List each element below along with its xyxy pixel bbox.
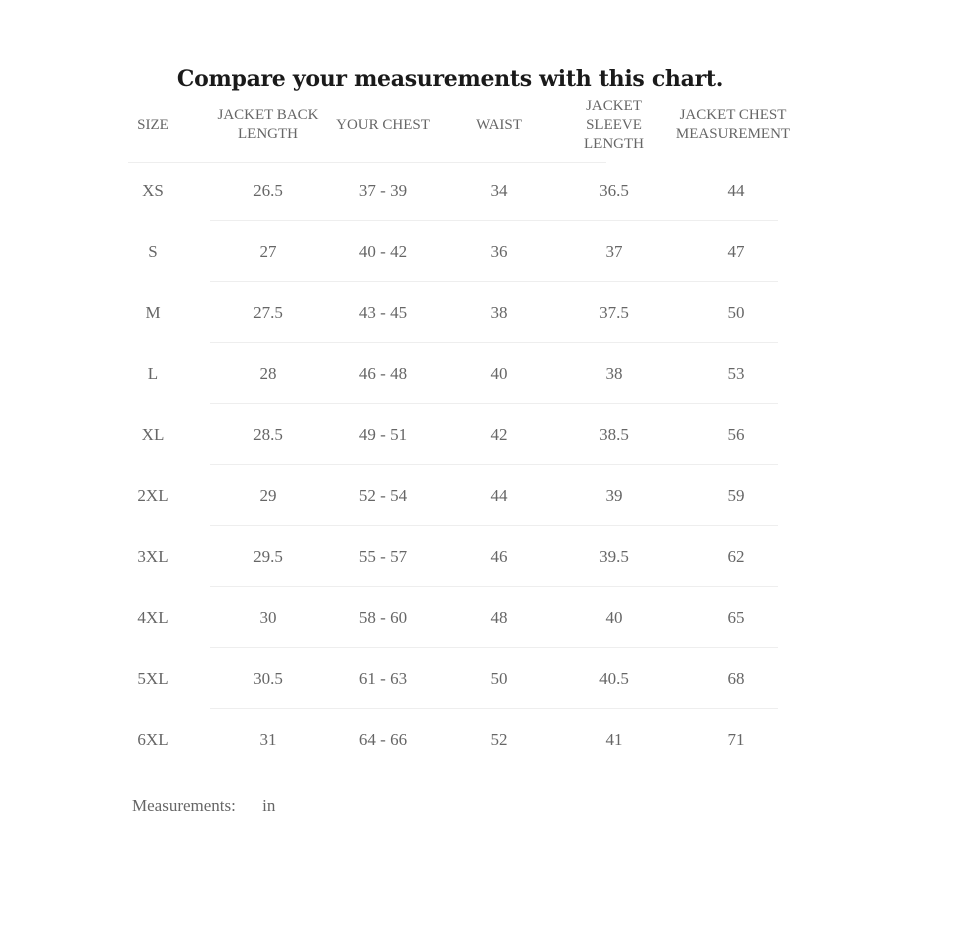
table-header [0, 96, 964, 162]
measurements-unit: in [262, 796, 276, 815]
cell-chest: 37 - 39 [358, 181, 408, 200]
table-row [0, 587, 964, 648]
header-line: SLEEVE [586, 116, 642, 133]
cell-waist: 42 [490, 425, 508, 444]
cell-sleeve: 37 [605, 242, 623, 261]
measurements-note [132, 796, 275, 816]
cell-jacket-chest: 56 [727, 425, 745, 444]
cell-waist: 40 [490, 364, 508, 383]
cell-chest: 55 - 57 [358, 547, 408, 566]
header-chest [336, 96, 430, 154]
cell-jacket-chest: 53 [727, 364, 745, 383]
cell-waist: 50 [490, 669, 508, 688]
header-waist [476, 96, 522, 154]
cell-size: 5XL [137, 669, 169, 688]
header-jacket-chest [676, 96, 790, 154]
cell-back-length: 26.5 [253, 181, 283, 200]
cell-sleeve: 39.5 [599, 547, 629, 566]
cell-sleeve: 36.5 [599, 181, 629, 200]
table-row [0, 709, 964, 770]
table-row [0, 526, 964, 587]
cell-chest: 58 - 60 [358, 608, 408, 627]
cell-size: 3XL [137, 547, 169, 566]
cell-jacket-chest: 68 [727, 669, 745, 688]
cell-jacket-chest: 50 [727, 303, 745, 322]
cell-chest: 52 - 54 [358, 486, 408, 505]
cell-size: M [145, 303, 161, 322]
cell-waist: 38 [490, 303, 508, 322]
cell-waist: 36 [490, 242, 508, 261]
cell-sleeve: 38.5 [599, 425, 629, 444]
header-line: JACKET CHEST [679, 107, 787, 123]
cell-size: 4XL [137, 608, 169, 627]
cell-back-length: 28.5 [253, 425, 283, 444]
chart-title: Compare your measurements with this chart. [176, 66, 724, 92]
table-row [0, 221, 964, 282]
table-row [0, 465, 964, 526]
table-row [0, 282, 964, 343]
cell-waist: 34 [490, 181, 508, 200]
header-line: JACKET [586, 97, 642, 114]
cell-back-length: 30.5 [253, 669, 283, 688]
table-row [0, 343, 964, 404]
cell-chest: 64 - 66 [358, 730, 408, 749]
header-size [137, 96, 169, 154]
cell-size: XL [141, 425, 165, 444]
measurements-label: Measurements: [132, 796, 236, 815]
cell-sleeve: 41 [605, 730, 623, 749]
cell-back-length: 30 [259, 608, 277, 627]
cell-jacket-chest: 65 [727, 608, 745, 627]
cell-jacket-chest: 59 [727, 486, 745, 505]
cell-waist: 44 [490, 486, 508, 505]
cell-jacket-chest: 44 [727, 181, 745, 200]
cell-chest: 49 - 51 [358, 425, 408, 444]
cell-sleeve: 40.5 [599, 669, 629, 688]
size-table-body [0, 160, 964, 770]
header-line: WAIST [476, 116, 522, 133]
cell-size: L [147, 364, 159, 383]
cell-chest: 46 - 48 [358, 364, 408, 383]
cell-sleeve: 38 [605, 364, 623, 383]
cell-chest: 61 - 63 [358, 669, 408, 688]
cell-waist: 52 [490, 730, 508, 749]
header-line: YOUR CHEST [336, 116, 430, 133]
header-line: JACKET BACK [217, 107, 319, 123]
header-sleeve-length [584, 96, 644, 154]
table-row [0, 648, 964, 709]
cell-sleeve: 39 [605, 486, 623, 505]
cell-back-length: 29.5 [253, 547, 283, 566]
cell-sleeve: 40 [605, 608, 623, 627]
table-row [0, 160, 964, 221]
cell-size: 2XL [137, 486, 169, 505]
cell-jacket-chest: 71 [727, 730, 745, 749]
cell-jacket-chest: 47 [727, 242, 745, 261]
table-row [0, 404, 964, 465]
cell-back-length: 29 [259, 486, 277, 505]
cell-back-length: 28 [259, 364, 277, 383]
header-line: SIZE [137, 116, 169, 133]
cell-size: 6XL [137, 730, 169, 749]
cell-size: XS [142, 181, 164, 200]
header-line: LENGTH [238, 126, 298, 142]
cell-chest: 43 - 45 [358, 303, 408, 322]
cell-sleeve: 37.5 [599, 303, 629, 322]
header-line: LENGTH [584, 135, 644, 152]
header-line: MEASUREMENT [675, 126, 791, 142]
cell-waist: 46 [490, 547, 508, 566]
cell-size: S [148, 242, 158, 261]
cell-jacket-chest: 62 [727, 547, 745, 566]
cell-back-length: 31 [259, 730, 277, 749]
cell-back-length: 27.5 [253, 303, 283, 322]
header-back-length [218, 96, 319, 154]
cell-waist: 48 [490, 608, 508, 627]
cell-chest: 40 - 42 [358, 242, 408, 261]
cell-back-length: 27 [259, 242, 277, 261]
